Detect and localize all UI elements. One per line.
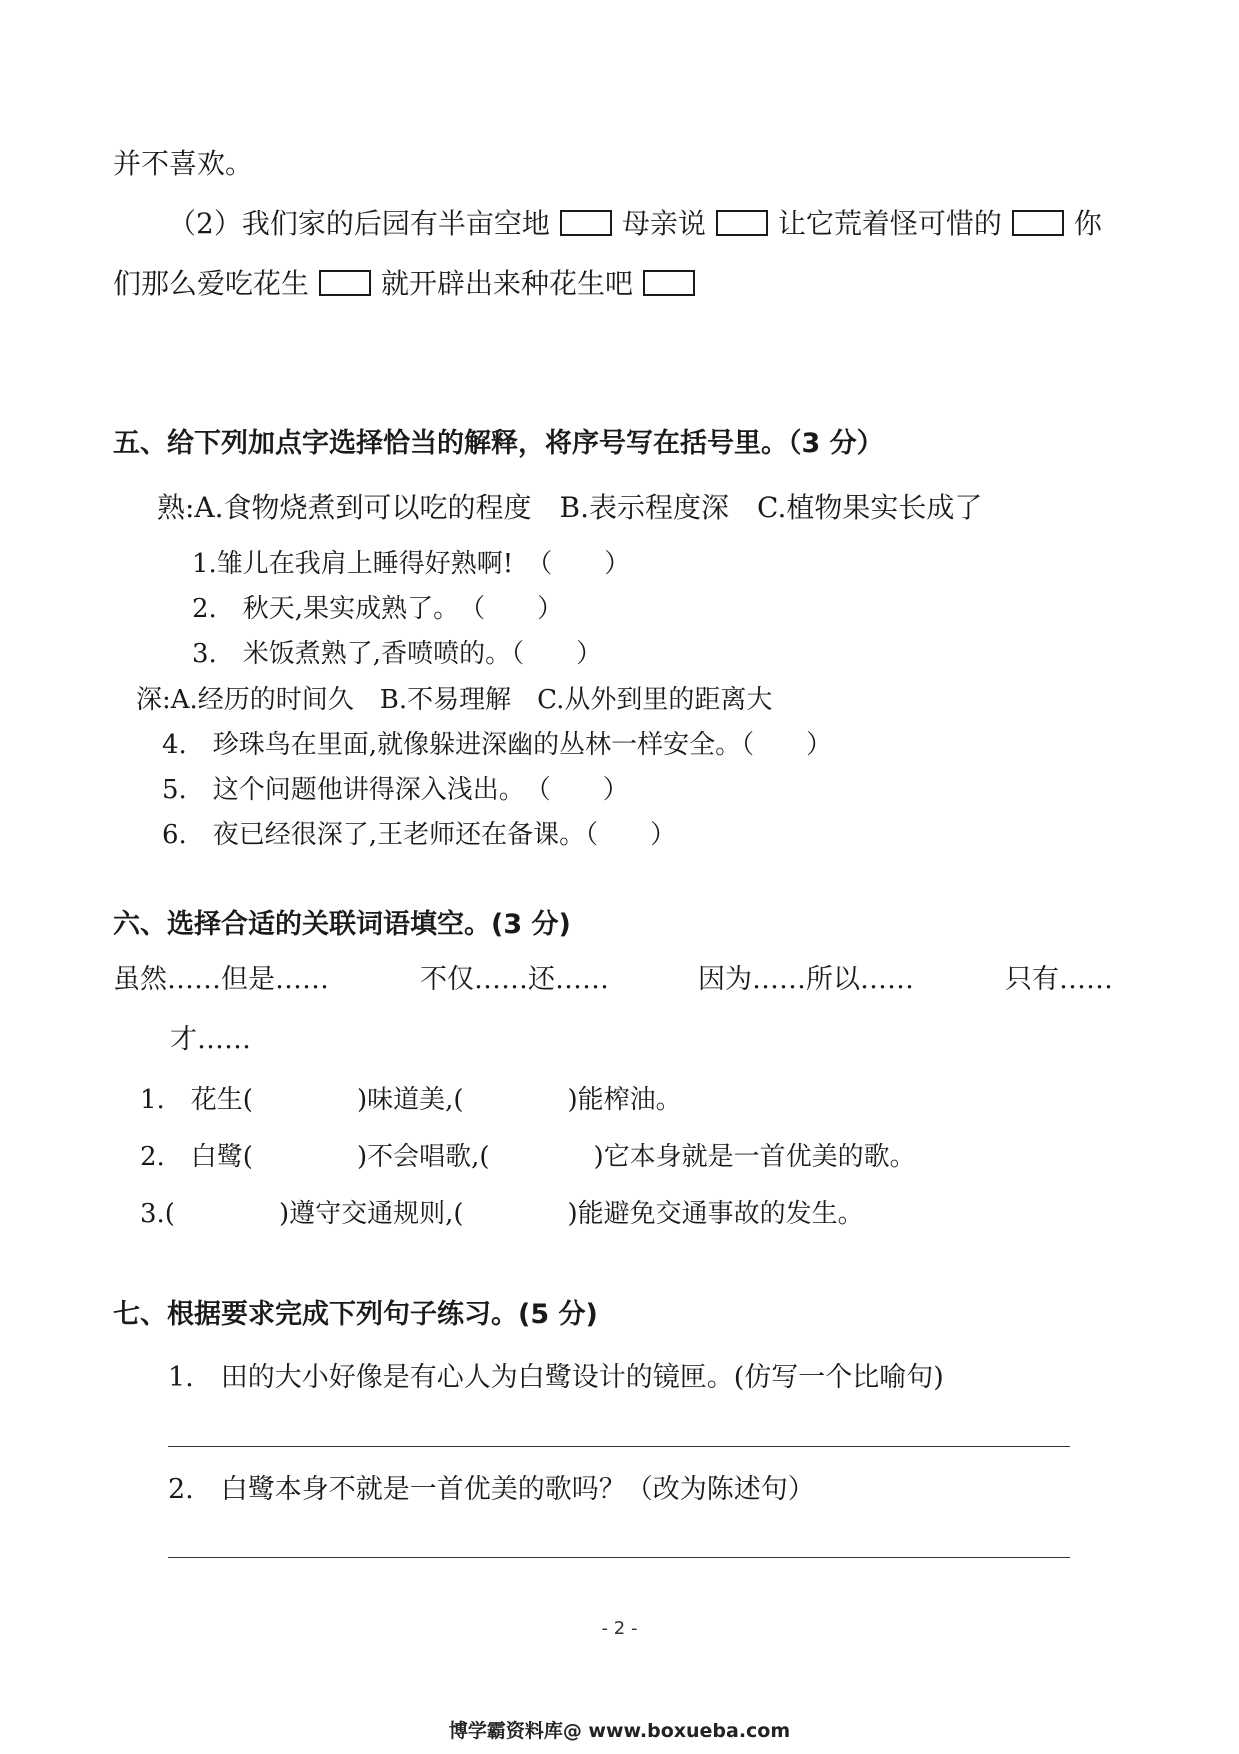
sentence-q2: 2. 白鹭本身不就是一首优美的歌吗？（改为陈述句） [168,1474,815,1505]
option-1: 虽然……但是…… [113,964,329,995]
watermark-text: 博学霸资料库@ www.boxueba.com [448,1720,791,1742]
punctuation-box-4[interactable] [319,270,371,296]
punctuation-box-3[interactable] [1012,210,1064,236]
q2-text-f: 就开辟出来种花生吧 [381,267,634,300]
question-item-1: 1.雏儿在我肩上睡得好熟啊! （ ） [192,549,631,579]
answer-line-2[interactable] [168,1557,1070,1558]
punctuation-box-5[interactable] [643,270,695,296]
sentence-q1: 1. 田的大小好像是有心人为白鹭设计的镜匣。(仿写一个比喻句) [168,1362,944,1393]
definition-shu: 熟:A.食物烧煮到可以吃的程度 B.表示程度深 C.植物果实长成了 [157,491,983,524]
q2-text-b: 母亲说 [621,207,706,240]
question-4-2 [168,206,1102,242]
option-4-cont: 才…… [170,1024,251,1055]
section-6-heading: 六、选择合适的关联词语填空。(3 分) [113,909,571,940]
definition-shen: 深:A.经历的时间久 B.不易理解 C.从外到里的距离大 [136,685,773,715]
punctuation-box-1[interactable] [560,210,612,236]
q2-text-a: （2）我们家的后园有半亩空地 [168,207,550,240]
text-line: 并不喜欢。 [113,147,254,180]
q2-text-d: 你 [1073,207,1102,240]
answer-line-1[interactable] [168,1446,1070,1447]
option-3: 因为……所以…… [698,964,914,995]
question-item-3: 3. 米饭煮熟了,香喷喷的。（ ） [192,639,603,669]
punctuation-box-2[interactable] [716,210,768,236]
option-4: 只有…… [1005,964,1113,995]
fill-item-3: 3.( )遵守交通规则,( )能避免交通事故的发生。 [140,1199,864,1229]
fill-item-1: 1. 花生( )味道美,( )能榨油。 [140,1085,682,1115]
page-number: - 2 - [601,1618,638,1639]
q2-text-c: 让它荒着怪可惜的 [777,207,1002,240]
q2-text-e: 们那么爱吃花生 [113,267,310,300]
question-item-5: 5. 这个问题他讲得深入浅出。 （ ） [162,775,629,805]
question-item-2: 2. 秋天,果实成熟了。 （ ） [192,594,564,624]
question-item-4: 4. 珍珠鸟在里面,就像躲进深幽的丛林一样安全。（ ） [162,730,833,760]
question-item-6: 6. 夜已经很深了,王老师还在备课。（ ） [162,820,677,850]
section-5-heading: 五、给下列加点字选择恰当的解释，将序号写在括号里。（3 分） [113,428,884,459]
section-7-heading: 七、根据要求完成下列句子练习。(5 分) [113,1299,598,1330]
option-2: 不仅……还…… [420,964,609,995]
question-4-2-cont [113,266,695,302]
fill-item-2: 2. 白鹭( )不会唱歌,( )它本身就是一首优美的歌。 [140,1142,916,1172]
